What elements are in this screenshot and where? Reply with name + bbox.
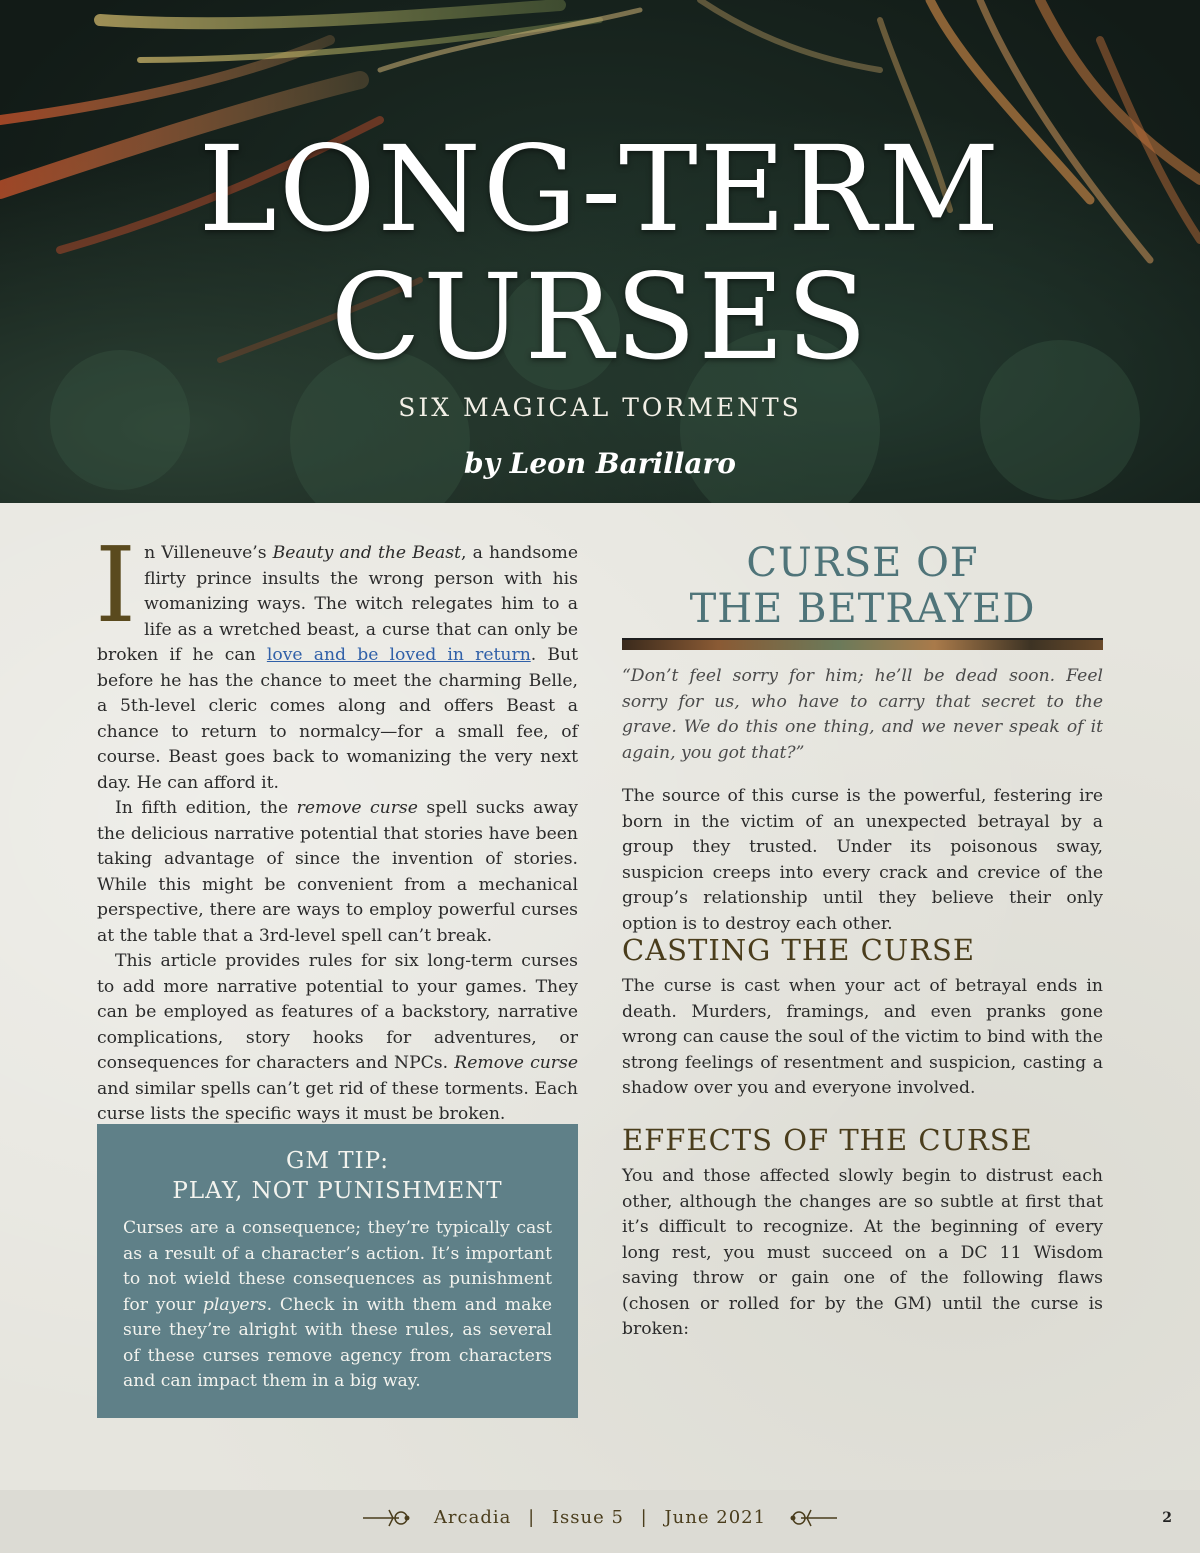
left-ornament-icon [361, 1506, 413, 1530]
drop-cap: I [95, 524, 137, 646]
effects-text: You and those affected slowly begin to distrust each other, although the changes are so subtle at first that it’s difficult to recognize. At the beginning of every long rest, you must succeed on a DC 11 Wisdom saving throw or gain one of the following flaws (chosen or rolled for by the GM) until the curse is broken: [622, 1166, 1103, 1339]
intro-text: spell sucks away the delicious narrative potential that stories have been taking advantage of since the invention of stories. While this might be convenient from a mechanical perspective, there are ways to employ powerful curses at the table that a 3rd-level spell can’t break. [97, 798, 578, 946]
intro-text: n Villeneuve’s [144, 543, 273, 563]
footer-publication-line [0, 1506, 1200, 1530]
section-title [622, 540, 1103, 632]
issue-date: June 2021 [664, 1507, 767, 1528]
gm-tip-text-a: Curses are a consequence; they’re typically cast as a result of a character’s action. It’s important to not wield these consequences as punishment for your [123, 1218, 552, 1315]
page-number: 2 [1162, 1510, 1172, 1526]
intro-paragraph-3 [97, 949, 578, 1128]
intro-text: . But before he has the chance to meet the charming Belle, a 5th-level cleric comes along and offers Beast a chance to return to normalcy—for a small fee, of course. Beast goes back to womanizing the very next day. He can afford it. [97, 645, 578, 793]
intro-paragraph-2 [97, 796, 578, 949]
gm-tip-box [97, 1124, 578, 1418]
section-divider [622, 638, 1103, 650]
article-subtitle: SIX MAGICAL TORMENTS [398, 393, 802, 422]
issue-number: Issue 5 [551, 1507, 624, 1528]
article-title-line-1: LONG-TERM [198, 120, 1002, 258]
footer-separator: | [640, 1507, 648, 1528]
section-intro: The source of this curse is the powerful, festering ire born in the victim of an unexpected betrayal by a group they trusted. Under its poisonous sway, suspicion creeps into every crack and crevice of the group’s relationship until they believe their only option is to destroy each other. [622, 786, 1103, 934]
intro-text: In fifth edition, the [115, 798, 297, 818]
section-title-line-1: CURSE OF [746, 540, 979, 586]
gm-tip-text-b: . Check in with them and make sure they’re alright with these rules, as several of these curses remove agency from characters and can impact them in a big way. [123, 1294, 552, 1391]
intro-text: , a handsome flirty prince insults the wrong person with his womanizing ways. The witch relegates him to a life as a wretched beast, a curse that can only be broken if he can [97, 543, 578, 665]
gm-tip-heading-line-1: GM TIP: [285, 1148, 390, 1174]
spell-name: remove curse [296, 798, 418, 818]
casting-text: The curse is cast when your act of betrayal ends in death. Murders, framings, and even pranks gone wrong can cause the soul of the victim to bind with the strong feelings of resentment and suspicion, casting a shadow over you and everyone involved. [622, 976, 1103, 1098]
right-ornament-icon [787, 1506, 839, 1530]
spell-name: Remove curse [454, 1053, 578, 1073]
intro-text: This article provides rules for six long-term curses to add more narrative potential to your games. They can be employed as features of a backstory, narrative complications, story hooks for adventures, or consequences for characters and NPCs. [97, 951, 578, 1073]
publication-name: Arcadia [433, 1507, 512, 1528]
casting-heading: CASTING THE CURSE [622, 933, 976, 967]
effects-heading: EFFECTS OF THE CURSE [622, 1123, 1033, 1157]
intro-text: and similar spells can’t get rid of these torments. Each curse lists the specific ways it must be broken. [97, 1078, 578, 1124]
article-title-line-2: CURSES [330, 248, 870, 386]
intro-paragraph-1 [95, 524, 578, 796]
gm-tip-text [123, 1216, 552, 1395]
section-title-line-2: THE BETRAYED [689, 586, 1036, 632]
gm-tip-heading-line-2: PLAY, NOT PUNISHMENT [172, 1178, 503, 1204]
gm-tip-heading [123, 1146, 552, 1206]
film-title: Beauty and the Beast [272, 543, 462, 563]
header-banner [0, 0, 1200, 503]
section-quote: “Don’t feel sorry for him; he’ll be dead soon. Feel sorry for us, who have to carry that secret to the grave. We do this one thing, and we never speak of it again, you got that?” [622, 666, 1103, 763]
love-link[interactable]: love and be loved in return [266, 645, 531, 665]
gm-tip-emphasis: players [202, 1294, 267, 1315]
byline: by Leon Barillaro [464, 447, 736, 480]
page-footer [0, 1490, 1200, 1553]
footer-separator: | [528, 1507, 536, 1528]
intro-column [95, 524, 578, 1128]
